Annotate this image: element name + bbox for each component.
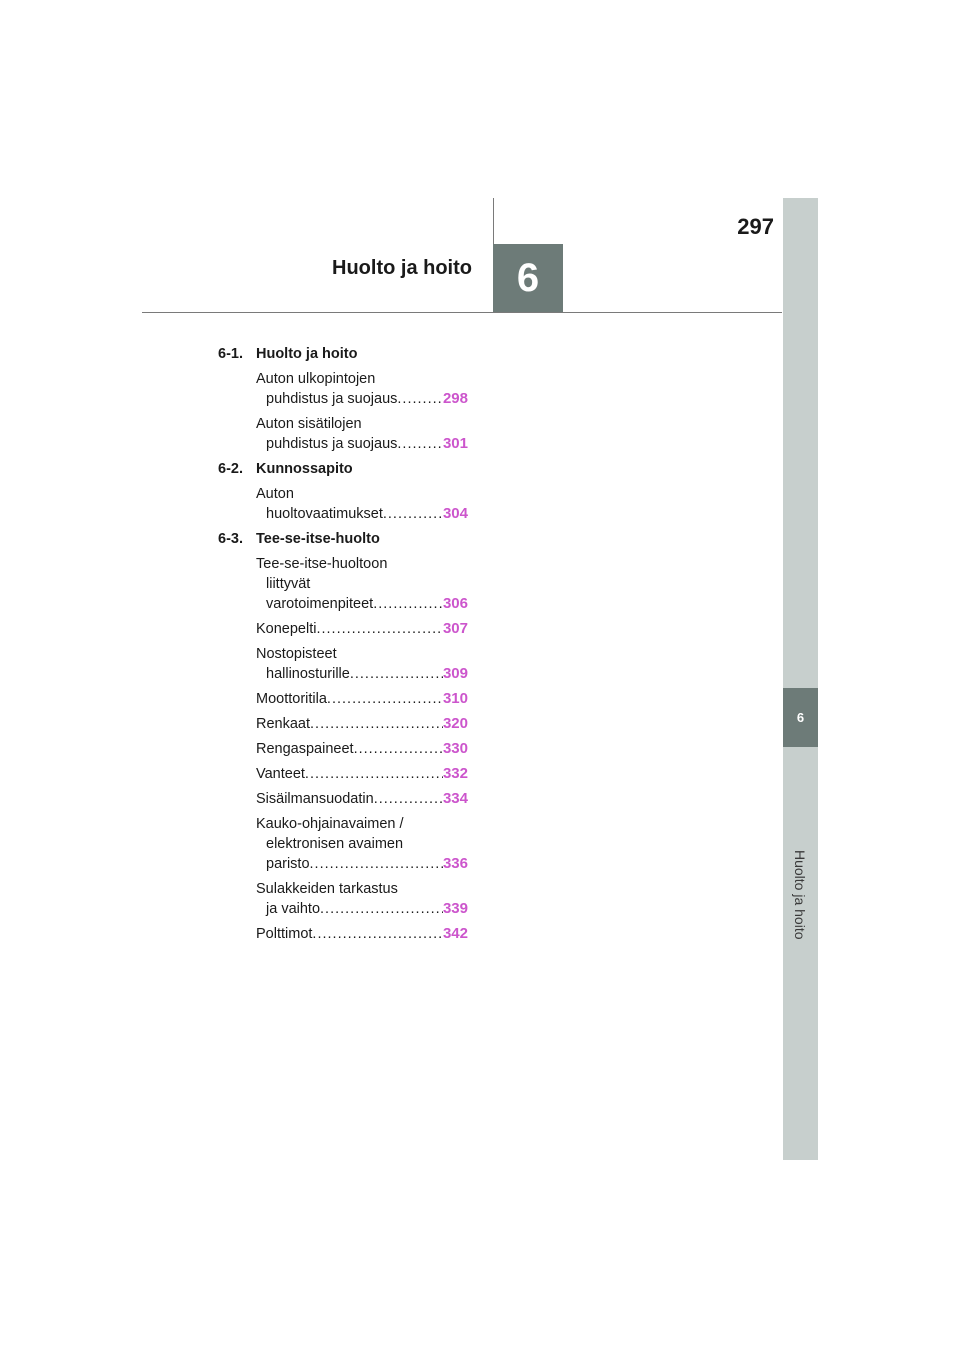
dot-leader [310,854,443,874]
table-of-contents [218,344,468,949]
toc-entry[interactable] [256,924,468,944]
entry-text-line: Sulakkeiden tarkastus [256,881,398,897]
entry-text: Sisäilmansuodatin [256,791,374,807]
dot-leader [397,434,443,454]
dot-leader [327,689,443,709]
entry-page-link[interactable]: 298 [442,390,468,407]
dot-leader [316,619,443,639]
entry-page-link[interactable]: 304 [442,505,468,522]
toc-entry[interactable] [256,879,468,919]
entry-text: ja vaihto [266,901,321,917]
header-divider-vertical [493,198,494,244]
toc-section-heading [218,529,468,549]
entry-text: Vanteet [256,766,305,782]
entry-text-line: Kauko-ohjainavaimen / [256,816,404,832]
entry-page-link[interactable]: 306 [442,595,468,612]
dot-leader [305,764,443,784]
toc-entry[interactable] [256,369,468,409]
entry-text: puhdistus ja suojaus [266,436,398,452]
side-tab-label: Huolto ja hoito [792,850,808,940]
entry-last-line [256,739,468,759]
entry-text: paristo [266,856,310,872]
toc-entry[interactable] [256,714,468,734]
toc-entry[interactable] [256,414,468,454]
entry-text: varotoimenpiteet [266,596,374,612]
section-title: Kunnossapito [256,461,353,477]
entry-last-line [256,619,468,639]
entry-text: Rengaspaineet [256,741,354,757]
section-number: 6-1. [218,346,243,362]
toc-entry[interactable] [256,814,468,874]
entry-page-link[interactable]: 309 [442,665,468,682]
section-number: 6-3. [218,531,243,547]
entry-text: huoltovaatimukset [266,506,383,522]
entry-page-link[interactable]: 339 [442,900,468,917]
entry-text-line: elektronisen avaimen [266,836,404,852]
entry-last-line [256,899,468,919]
entry-last-line [256,764,468,784]
toc-section-heading [218,344,468,364]
entry-text: Polttimot [256,926,313,942]
entry-last-line [256,434,468,454]
entry-text-line: Nostopisteet [256,646,337,662]
entry-page-link[interactable]: 320 [442,715,468,732]
entry-text-line: liittyvät [266,576,311,592]
entry-text-line: Auton [256,486,294,502]
side-tab-strip [783,198,818,1160]
entry-page-link[interactable]: 334 [442,790,468,807]
entry-text: Konepelti [256,621,317,637]
entry-last-line [256,664,468,684]
section-number: 6-2. [218,461,243,477]
dot-leader [397,389,443,409]
toc-entry[interactable] [256,739,468,759]
entry-last-line [256,854,468,874]
dot-leader [312,924,443,944]
chapter-title: Huolto ja hoito [332,257,472,279]
dot-leader [310,714,443,734]
toc-entry[interactable] [256,789,468,809]
dot-leader [354,739,443,759]
entry-text-line: Auton sisätilojen [256,416,362,432]
entry-text-line: Tee-se-itse-huoltoon [256,556,388,572]
toc-section-heading [218,459,468,479]
entry-page-link[interactable]: 301 [442,435,468,452]
toc-entry[interactable] [256,619,468,639]
section-title: Tee-se-itse-huolto [256,531,380,547]
toc-entry[interactable] [256,554,468,614]
toc-entry[interactable] [256,484,468,524]
entry-last-line [256,714,468,734]
entry-last-line [256,504,468,524]
header-divider-horizontal [142,312,782,313]
entry-text: puhdistus ja suojaus [266,391,398,407]
entry-text: Renkaat [256,716,311,732]
entry-last-line [256,924,468,944]
entry-text-line: Auton ulkopintojen [256,371,376,387]
dot-leader [374,789,443,809]
entry-last-line [256,789,468,809]
dot-leader [350,664,443,684]
page-number: 297 [737,214,774,239]
dot-leader [373,594,443,614]
entry-text: Moottoritila [256,691,327,707]
entry-page-link[interactable]: 332 [442,765,468,782]
entry-page-link[interactable]: 336 [442,855,468,872]
toc-entry[interactable] [256,644,468,684]
entry-page-link[interactable]: 330 [442,740,468,757]
entry-last-line [256,594,468,614]
entry-last-line [256,689,468,709]
dot-leader [383,504,443,524]
entry-last-line [256,389,468,409]
toc-entry[interactable] [256,689,468,709]
section-title: Huolto ja hoito [256,346,358,362]
dot-leader [320,899,443,919]
entry-page-link[interactable]: 307 [442,620,468,637]
entry-page-link[interactable]: 342 [442,925,468,942]
entry-page-link[interactable]: 310 [442,690,468,707]
chapter-number-box: 6 [493,244,563,313]
entry-text: hallinosturille [266,666,350,682]
side-tab-chapter-number[interactable]: 6 [783,688,818,747]
toc-entry[interactable] [256,764,468,784]
